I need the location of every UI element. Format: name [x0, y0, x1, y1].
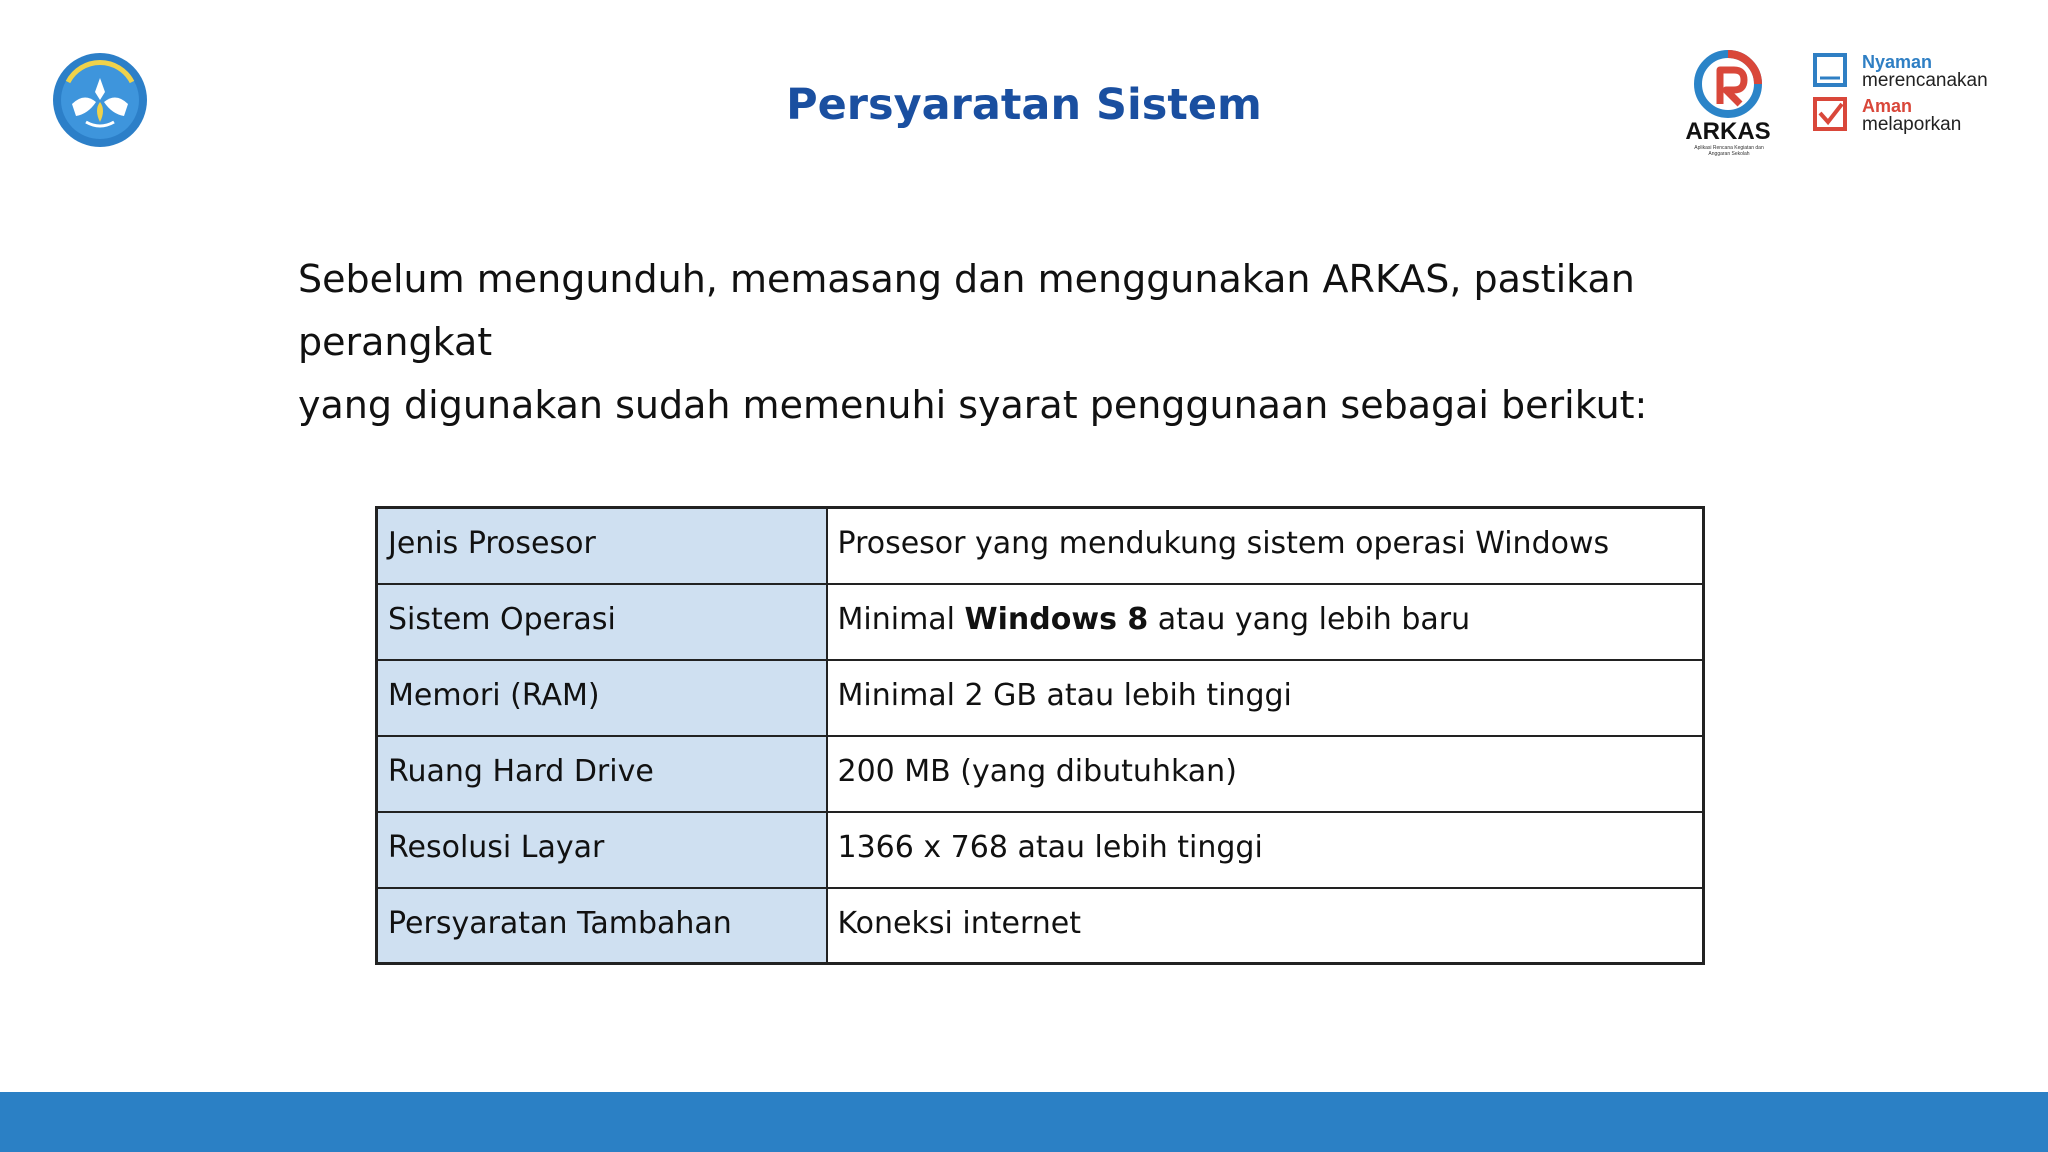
row-label: Jenis Prosesor	[377, 508, 827, 584]
row-value: Prosesor yang mendukung sistem operasi Windows	[827, 508, 1704, 584]
slide-title: Persyaratan Sistem	[786, 80, 1262, 130]
footer-bar	[0, 1092, 2048, 1152]
row-value: Koneksi internet	[827, 888, 1704, 964]
tagline-melaporkan: melaporkan	[1862, 114, 1962, 135]
arkas-logo-word: ARKAS	[1685, 118, 1771, 145]
arkas-logo-subtext: Aplikasi Rencana Kegiatan dan Anggaran Sekolah	[1694, 145, 1764, 157]
table-row	[377, 812, 1704, 888]
row-value: 200 MB (yang dibutuhkan)	[827, 736, 1704, 812]
table-row	[377, 736, 1704, 812]
empty-checkbox-icon	[1812, 52, 1848, 88]
table-row	[377, 660, 1704, 736]
table-row	[377, 508, 1704, 584]
tagline-nyaman: Nyaman	[1862, 52, 1933, 72]
value-prefix: Minimal	[837, 601, 965, 637]
tagline-row-aman	[1810, 94, 2040, 136]
row-value: 1366 x 768 atau lebih tinggi	[827, 812, 1704, 888]
row-label: Ruang Hard Drive	[377, 736, 827, 812]
table-row	[377, 888, 1704, 964]
checked-checkbox-icon	[1812, 96, 1848, 132]
row-label: Persyaratan Tambahan	[377, 888, 827, 964]
row-label: Memori (RAM)	[377, 660, 827, 736]
row-label: Sistem Operasi	[377, 584, 827, 660]
row-label: Resolusi Layar	[377, 812, 827, 888]
intro-line-1: Sebelum mengunduh, memasang dan menggunakan ARKAS, pastikan perangkat	[298, 257, 1635, 364]
value-suffix: atau yang lebih baru	[1148, 601, 1471, 637]
row-value	[827, 584, 1704, 660]
table-row	[377, 584, 1704, 660]
system-requirements-table	[375, 506, 1705, 965]
intro-paragraph	[298, 248, 1798, 437]
row-value: Minimal 2 GB atau lebih tinggi	[827, 660, 1704, 736]
tagline-aman: Aman	[1862, 96, 1913, 116]
intro-line-2: yang digunakan sudah memenuhi syarat penggunaan sebagai berikut:	[298, 383, 1648, 427]
tagline	[1810, 50, 2040, 150]
tagline-merencanakan: merencanakan	[1862, 70, 1988, 91]
tagline-row-nyaman	[1810, 50, 2040, 92]
value-bold: Windows 8	[964, 601, 1149, 637]
